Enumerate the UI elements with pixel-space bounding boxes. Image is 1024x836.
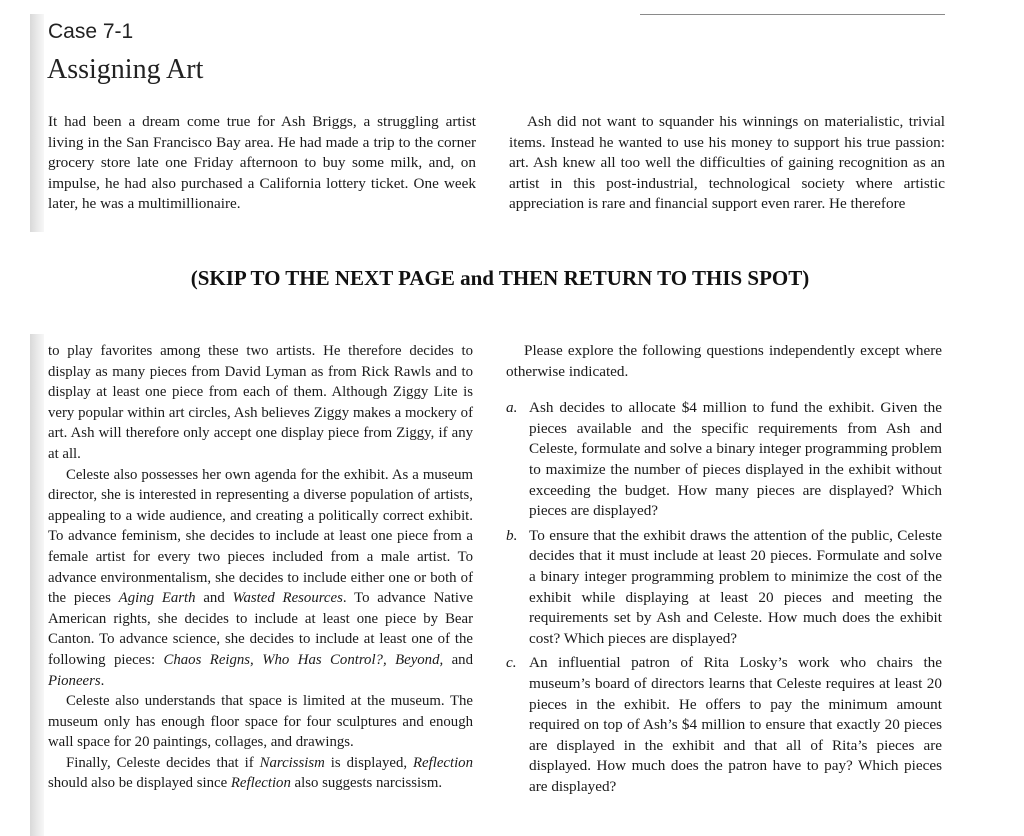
question-label: a. <box>506 399 518 417</box>
text-span: Finally, Celeste decides that if <box>66 754 260 771</box>
text-span: Celeste also possesses her own agenda for the exhibit. As a museum director, she is interested in representing a diverse population of artists, appealing to a wide audience, and creating a politically correct exhibit. To advance feminism, she decides to include at least one piece from a female artist for every two pieces included from a male artist. To advance environmentalism, she decides to include either one or both of the pieces <box>48 466 473 607</box>
text-span: is displayed, <box>324 754 413 771</box>
question-list <box>506 398 942 797</box>
question-label: b. <box>506 526 518 544</box>
text-span: and <box>443 651 473 668</box>
piece-title: Pioneers <box>48 672 101 689</box>
top-right-column <box>509 112 945 215</box>
question-item <box>506 653 942 797</box>
artists-paragraph: to play favorites among these two artists. He therefore decides to display as many pieces from David Lyman as from Rick Rawls and to display at least one piece from each of them. Although Ziggy Lite is very popular within art circles, Ash believes Ziggy makes a mockery of art. Ash will therefore only accept one display piece from Ziggy, if any at all. <box>48 343 473 462</box>
question-text: Ash decides to allocate $4 million to fund the exhibit. Given the pieces available and the specific requirements from Ash and Celeste, formulate and solve a binary integer programming problem to maximize the number of pieces displayed in the exhibit without exceeding the budget. How many pieces are displayed? Which pieces are displayed? <box>529 399 942 520</box>
case-label: Case 7-1 <box>48 20 134 43</box>
piece-title: Chaos Reigns, Who Has Control?, Beyond, <box>163 651 444 668</box>
bottom-left-column <box>48 341 473 794</box>
questions-intro: Please explore the following questions independently except where otherwise indicated. <box>506 342 942 380</box>
top-left-column <box>48 112 476 215</box>
ash-paragraph: Ash did not want to squander his winnings on materialistic, trivial items. Instead he wanted to use his money to support his true passion: art. Ash knew all too well the difficulties of gaining recognition as an artist in this post-industrial, technological society where artistic appreciation is rare and financial support even rarer. He therefore <box>509 113 945 213</box>
skip-notice: (SKIP TO THE NEXT PAGE and THEN RETURN TO THIS SPOT) <box>190 266 810 290</box>
top-rule <box>640 14 945 15</box>
celeste-agenda-paragraph <box>48 465 473 692</box>
piece-title: Reflection <box>413 754 473 771</box>
page-shadow-bottom <box>30 334 44 836</box>
text-span: . <box>100 672 105 689</box>
question-text: An influential patron of Rita Losky’s work who chairs the museum’s board of directors learns that Celeste requires at least 20 pieces in the exhibit. He offers to pay the minimum amount required on top of Ash’s $4 million to ensure that exactly 20 pieces are displayed in the exhibit and that all of Rita’s pieces are displayed. How much does the patron have to pay? Which pieces are displayed? <box>529 654 942 795</box>
question-item <box>506 526 942 650</box>
case-title: Assigning Art <box>47 54 204 85</box>
narcissism-paragraph <box>48 753 473 794</box>
piece-title: Reflection <box>230 775 291 792</box>
text-span: should also be displayed since <box>48 775 231 792</box>
question-label: c. <box>506 654 517 672</box>
intro-paragraph: It had been a dream come true for Ash Briggs, a struggling artist living in the San Francisco Bay area. He had made a trip to the corner grocery store late one Friday afternoon to buy some milk, and, on impulse, he had also purchased a California lottery ticket. One week later, he was a multimillionaire. <box>48 113 476 213</box>
text-span: and <box>195 590 233 607</box>
piece-title: Wasted Resources <box>232 590 343 607</box>
text-span: also suggests narcissism. <box>290 775 443 792</box>
space-paragraph: Celeste also understands that space is limited at the museum. The museum only has enough floor space for four sculptures and enough wall space for 20 paintings, collages, and drawings. <box>48 693 473 751</box>
page-shadow-top <box>30 14 44 232</box>
question-text: To ensure that the exhibit draws the attention of the public, Celeste decides that it must include at least 20 pieces. Formulate and solve a binary integer programming problem to minimize the cost of the exhibit while displaying at least 20 pieces and meeting the requirements set by Ash and Celeste. How much does the exhibit cost? Which pieces are displayed? <box>529 526 942 647</box>
piece-title: Narcissism <box>259 754 325 771</box>
piece-title: Aging Earth <box>118 590 196 607</box>
text-span: . To advance Native American rights, she decides to include at least one piece by Bear Canton. To advance science, she decides to include at least one of the following pieces: <box>48 590 474 668</box>
bottom-right-column <box>506 341 942 801</box>
question-item <box>506 398 942 522</box>
